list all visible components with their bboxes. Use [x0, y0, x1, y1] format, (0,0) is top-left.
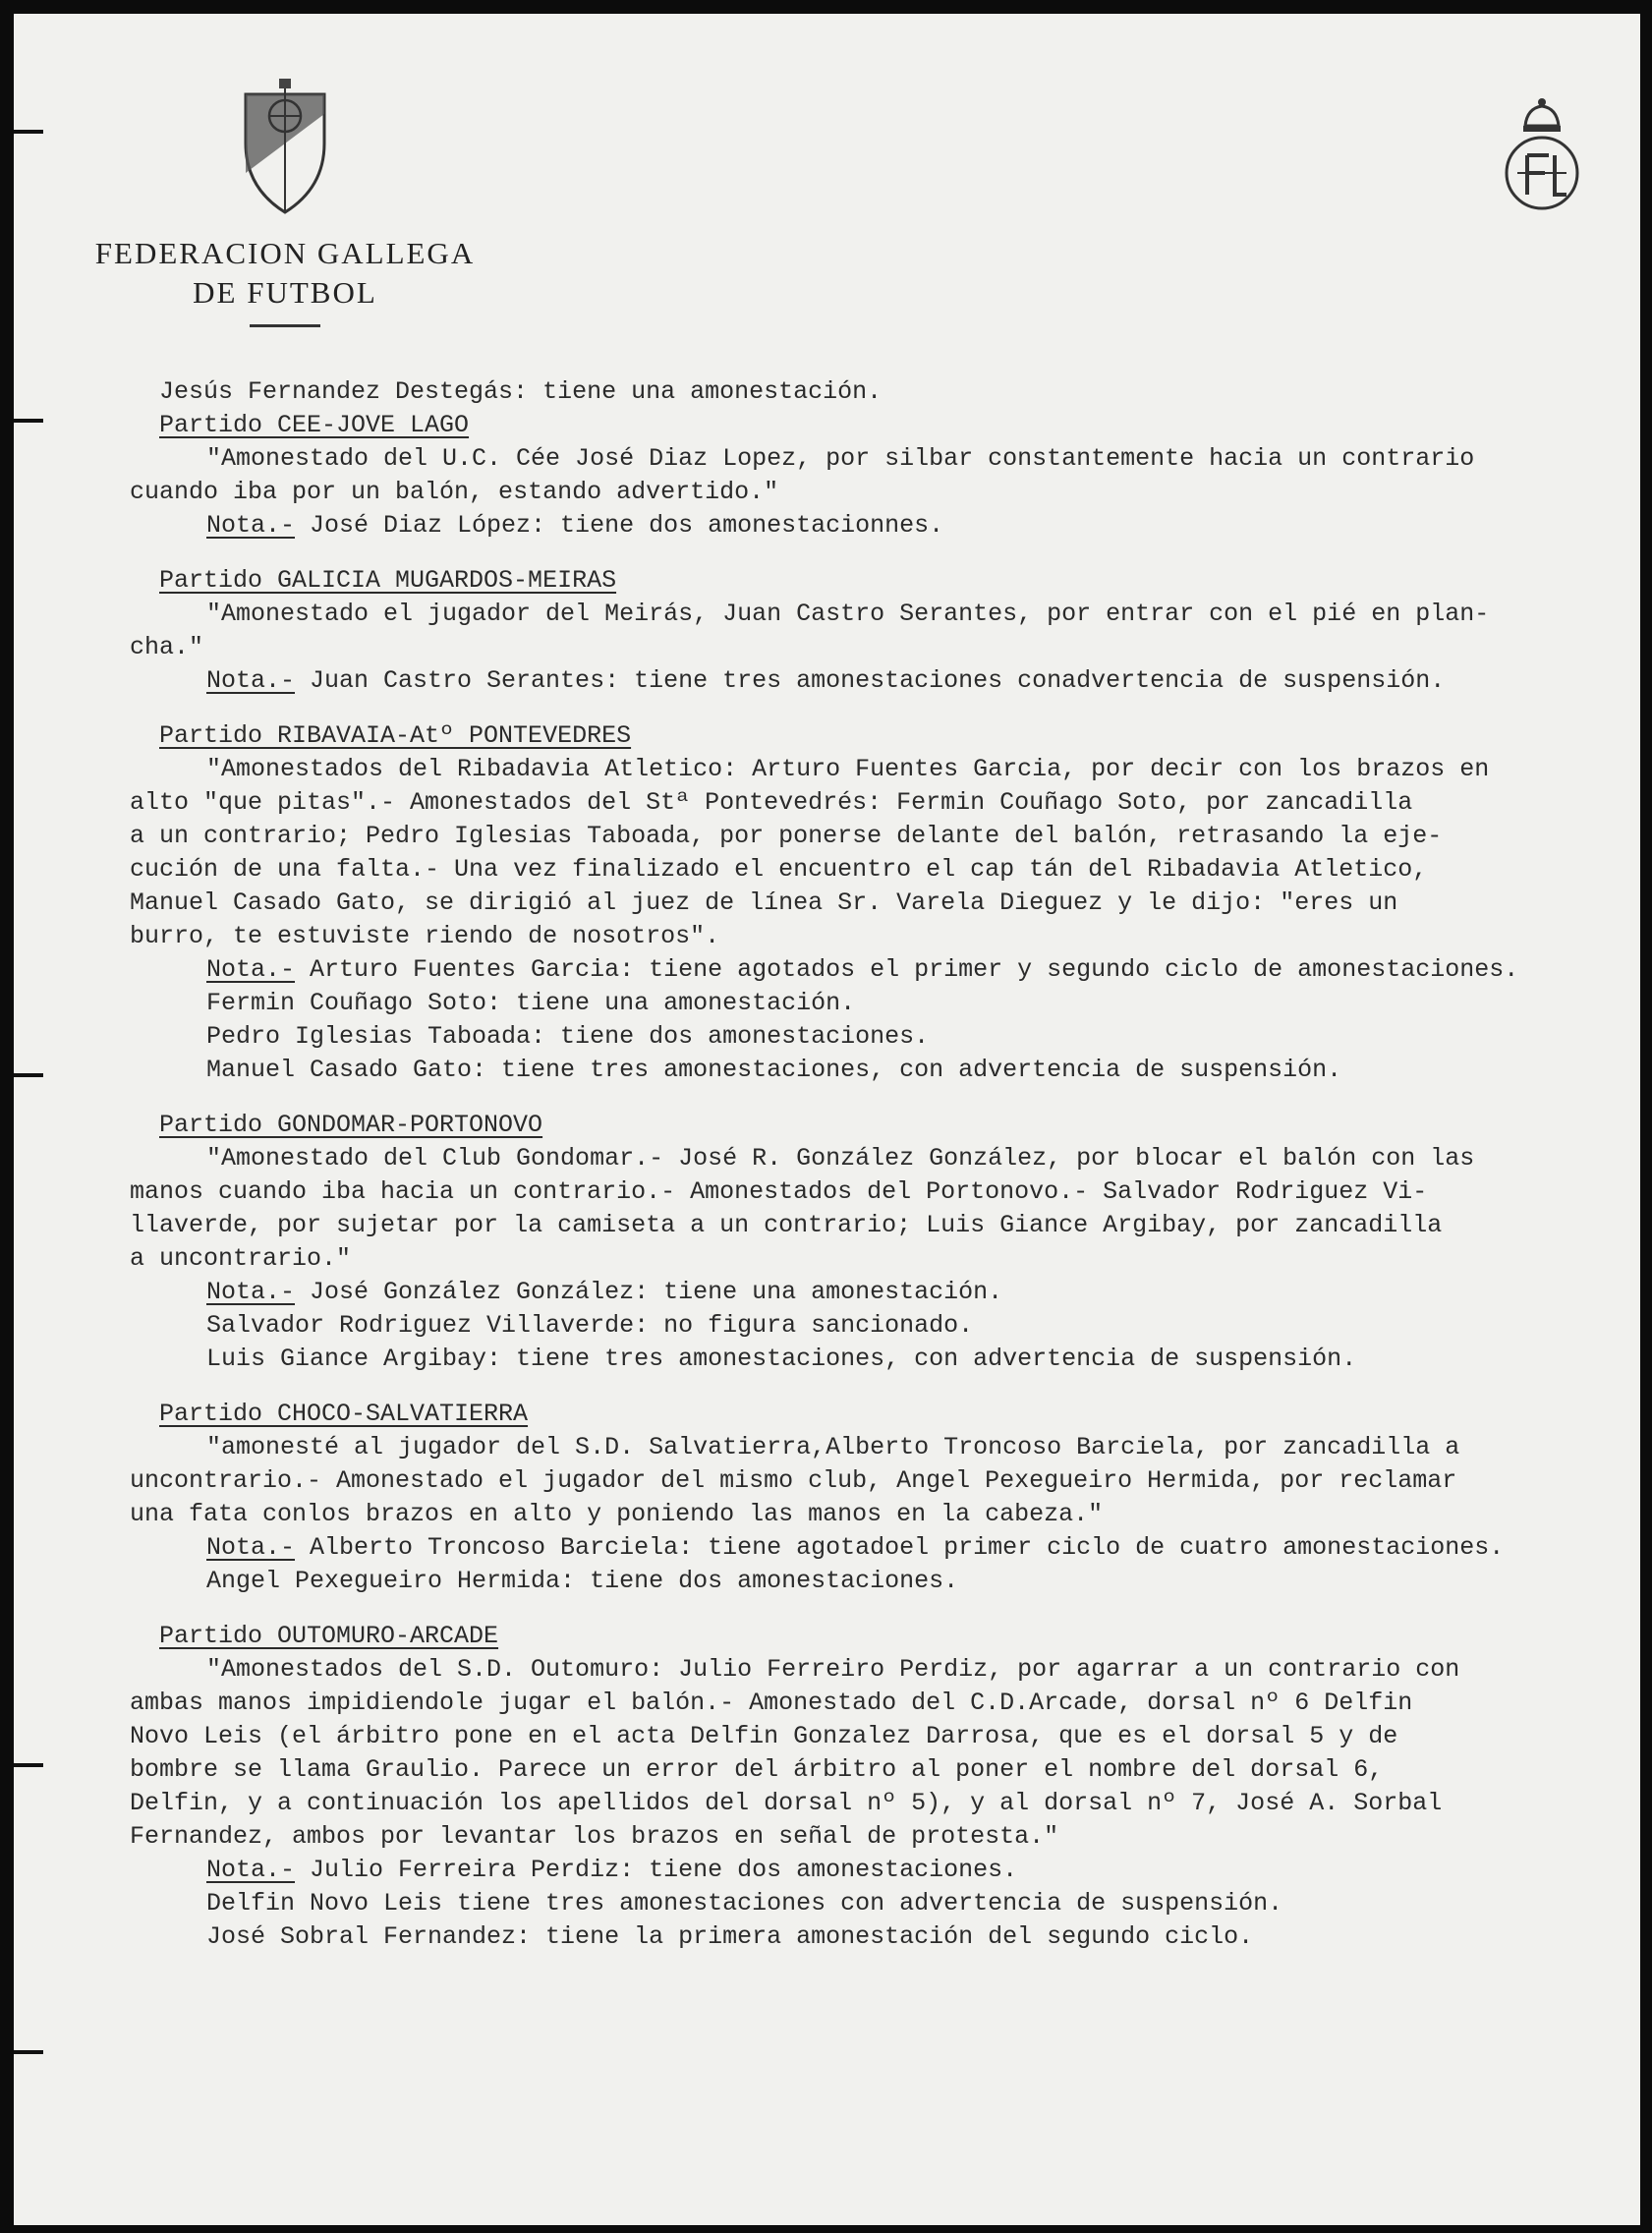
- quote-line: una fata conlos brazos en alto y poniendo las manos en la cabeza.": [130, 1500, 1104, 1528]
- match-title-text: Partido CEE-JOVE LAGO: [159, 411, 470, 439]
- match-report-quote: [130, 753, 1640, 953]
- quote-line: "Amonestado el jugador del Meirás, Juan Castro Serantes, por entrar con el pié en plan-: [206, 600, 1490, 628]
- quote-line: "Amonestados del Ribadavia Atletico: Arturo Fuentes Garcia, por decir con los brazos en: [206, 755, 1490, 783]
- organization-name: [79, 234, 491, 313]
- note-extra-line: José Sobral Fernandez: tiene la primera amonestación del segundo ciclo.: [206, 1922, 1254, 1951]
- match-title: [159, 1620, 1640, 1653]
- note-extra-line: Angel Pexegueiro Hermida: tiene dos amonestaciones.: [206, 1567, 959, 1595]
- note-line: [159, 1531, 1640, 1565]
- match-report-quote: [130, 1653, 1640, 1854]
- quote-line: "Amonestado del U.C. Cée José Diaz Lopez, por silbar constantemente hacia un contrario: [206, 444, 1475, 473]
- royal-crown-crest-icon: [1498, 96, 1586, 214]
- match-section: [130, 1109, 1640, 1376]
- note-line: [159, 509, 1640, 543]
- quote-line: burro, te estuviste riendo de nosotros".: [130, 922, 720, 950]
- quote-line: llaverde, por sujetar por la camiseta a un contrario; Luis Giance Argibay, por zancadilla: [130, 1211, 1443, 1239]
- note-label: Nota.-: [206, 1278, 296, 1306]
- quote-line: Fernandez, ambos por levantar los brazos en señal de protesta.": [130, 1822, 1059, 1851]
- quote-line: Delfin, y a continuación los apellidos del dorsal nº 5), y al dorsal nº 7, José A. Sorbal: [130, 1789, 1443, 1817]
- federation-shield-icon: [236, 75, 334, 222]
- note-line: [159, 953, 1640, 987]
- match-report-quote: [130, 1142, 1640, 1276]
- match-title: [159, 409, 1640, 442]
- note-line: [159, 1854, 1640, 1887]
- match-title-text: Partido GONDOMAR-PORTONOVO: [159, 1111, 543, 1139]
- document-page: [14, 14, 1640, 2225]
- match-title: [159, 719, 1640, 753]
- match-title: [159, 1109, 1640, 1142]
- note-line: [159, 1276, 1640, 1309]
- match-title: [159, 1398, 1640, 1431]
- match-section: [130, 1398, 1640, 1598]
- match-report-quote: [130, 442, 1640, 509]
- match-section: [130, 409, 1640, 543]
- quote-line: cución de una falta.- Una vez finalizado el encuentro el cap tán del Ribadavia Atletico,: [130, 855, 1428, 884]
- note-label: Nota.-: [206, 1856, 296, 1884]
- organization-name-line2: DE FUTBOL: [193, 275, 377, 310]
- note-text: José Diaz López: tiene dos amonestacionnes.: [295, 511, 944, 540]
- binder-hole: [14, 419, 43, 423]
- note-extra-line: Fermin Couñago Soto: tiene una amonestación.: [206, 989, 856, 1017]
- note-label: Nota.-: [206, 1533, 296, 1562]
- note-text: Julio Ferreira Perdiz: tiene dos amonestaciones.: [295, 1856, 1018, 1884]
- quote-line: Novo Leis (el árbitro pone en el acta Delfin Gonzalez Darrosa, que es el dorsal 5 y de: [130, 1722, 1398, 1750]
- note-extra-line: Manuel Casado Gato: tiene tres amonestaciones, con advertencia de suspensión.: [206, 1056, 1342, 1084]
- match-report-quote: [130, 1431, 1640, 1531]
- quote-line: Manuel Casado Gato, se dirigió al juez de línea Sr. Varela Dieguez y le dijo: "eres un: [130, 888, 1398, 917]
- note-extra-line: Luis Giance Argibay: tiene tres amonestaciones, con advertencia de suspensión.: [206, 1345, 1357, 1373]
- quote-line: "Amonestados del S.D. Outomuro: Julio Ferreiro Perdiz, por agarrar a un contrario con: [206, 1655, 1460, 1684]
- quote-line: a un contrario; Pedro Iglesias Taboada, por ponerse delante del balón, retrasando la eje-: [130, 822, 1443, 850]
- binder-hole: [14, 130, 43, 134]
- note-label: Nota.-: [206, 511, 296, 540]
- match-title-text: Partido RIBAVAIA-Atº PONTEVEDRES: [159, 721, 632, 750]
- quote-line: alto "que pitas".- Amonestados del Stª Pontevedrés: Fermin Couñago Soto, por zancadilla: [130, 788, 1413, 817]
- quote-line: cuando iba por un balón, estando advertido.": [130, 478, 779, 506]
- quote-line: ambas manos impidiendole jugar el balón.- Amonestado del C.D.Arcade, dorsal nº 6 Delfin: [130, 1689, 1413, 1717]
- intro-line: Jesús Fernandez Destegás: tiene una amonestación.: [159, 377, 883, 406]
- binder-hole: [14, 1073, 43, 1077]
- organization-name-line1: FEDERACION GALLEGA: [94, 236, 476, 270]
- match-title-text: Partido CHOCO-SALVATIERRA: [159, 1400, 529, 1428]
- note-extra-line: Pedro Iglesias Taboada: tiene dos amonestaciones.: [206, 1022, 930, 1051]
- match-title-text: Partido GALICIA MUGARDOS-MEIRAS: [159, 566, 617, 595]
- note-text: Arturo Fuentes Garcia: tiene agotados el primer y segundo ciclo de amonestaciones.: [295, 955, 1519, 984]
- quote-line: uncontrario.- Amonestado el jugador del mismo club, Angel Pexegueiro Hermida, por reclamar: [130, 1466, 1457, 1495]
- note-label: Nota.-: [206, 955, 296, 984]
- note-text: José González González: tiene una amonestación.: [295, 1278, 1003, 1306]
- note-extra-line: Salvador Rodriguez Villaverde: no figura sancionado.: [206, 1311, 974, 1340]
- note-text: Juan Castro Serantes: tiene tres amonestaciones conadvertencia de suspensión.: [295, 666, 1446, 695]
- quote-line: "amonesté al jugador del S.D. Salvatierra,Alberto Troncoso Barciela, por zancadilla a: [206, 1433, 1460, 1461]
- note-text: Alberto Troncoso Barciela: tiene agotadoel primer ciclo de cuatro amonestaciones.: [295, 1533, 1505, 1562]
- binder-hole: [14, 1763, 43, 1767]
- match-title: [159, 564, 1640, 598]
- quote-line: bombre se llama Graulio. Parece un error del árbitro al poner el nombre del dorsal 6,: [130, 1755, 1384, 1784]
- quote-line: "Amonestado del Club Gondomar.- José R. González González, por blocar el balón con las: [206, 1144, 1475, 1173]
- match-report-quote: [130, 598, 1640, 664]
- match-title-text: Partido OUTOMURO-ARCADE: [159, 1622, 499, 1650]
- quote-line: manos cuando iba hacia un contrario.- Amonestados del Portonovo.- Salvador Rodriguez Vi-: [130, 1177, 1428, 1206]
- match-section: [130, 1620, 1640, 1954]
- note-label: Nota.-: [206, 666, 296, 695]
- binder-hole: [14, 2050, 43, 2054]
- quote-line: a uncontrario.": [130, 1244, 352, 1273]
- quote-line: cha.": [130, 633, 204, 661]
- note-line: [159, 664, 1640, 698]
- letterhead: [79, 75, 491, 327]
- letterhead-rule: [250, 324, 320, 327]
- note-extra-line: Delfin Novo Leis tiene tres amonestaciones con advertencia de suspensión.: [206, 1889, 1283, 1918]
- match-section: [130, 564, 1640, 698]
- document-body: [130, 375, 1640, 1975]
- match-section: [130, 719, 1640, 1087]
